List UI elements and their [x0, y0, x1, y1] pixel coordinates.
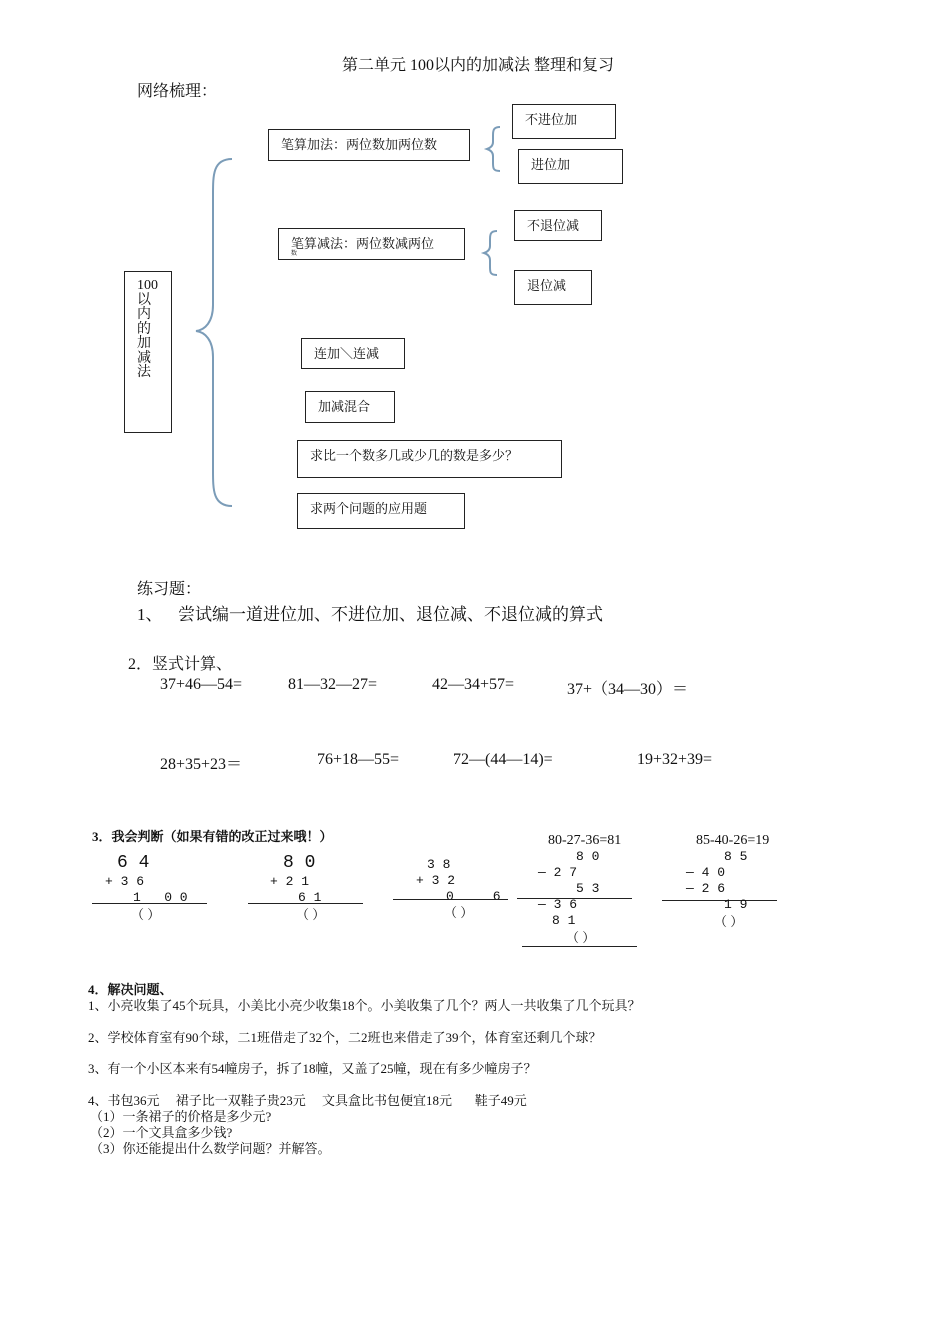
judge2-result: 6 1 — [298, 890, 322, 905]
judge1-paren: （ ） — [131, 907, 161, 922]
calc-3: 42—34+57= — [432, 676, 515, 693]
solve-q1: 1、小亮收集了45个玩具，小美比小亮少收集18个。小美收集了几个？两人一共收集了几个玩具？ — [88, 998, 641, 1013]
judge4-line2: — 2 7 — [538, 865, 578, 880]
judge1-mid: + 3 6 — [105, 874, 145, 889]
judge5-line1: 8 5 — [724, 849, 748, 864]
small-brace-subtraction — [484, 231, 497, 275]
judge5-paren: （ ） — [714, 914, 744, 929]
calc-1: 37+46—54= — [160, 676, 243, 693]
judge5-line4: 1 9 — [724, 897, 748, 912]
solve-q4a: （1）一条裙子的价格是多少元? — [90, 1109, 272, 1124]
solve-q3: 3、有一个小区本来有54幢房子，拆了18幢，又盖了25幢，现在有多少幢房子？ — [88, 1061, 537, 1076]
calc-8: 19+32+39= — [637, 751, 713, 768]
judge3-paren: （ ） — [444, 905, 474, 920]
solve-title: 4．解决问题、 — [88, 982, 173, 997]
judge2-paren: （ ） — [296, 907, 326, 922]
judge1-top: 6 4 — [117, 853, 150, 873]
box-no-borrow-sub: 不退位减 — [514, 210, 602, 241]
judge-title: 3．我会判断（如果有错的改正过来哦！） — [92, 829, 333, 844]
box-mixed: 加减混合 — [305, 391, 395, 423]
solve-q4c: （3）你还能提出什么数学问题？并解答。 — [90, 1141, 331, 1156]
calc-5: 28+35+23＝ — [160, 756, 243, 773]
judge3-line — [393, 899, 508, 900]
judge2-mid: + 2 1 — [270, 874, 310, 889]
written-subtraction-label: 笔算减法：两位数减两位 — [291, 236, 435, 251]
practice-label: 练习题： — [137, 581, 202, 598]
solve-q4b: （2）一个文具盒多少钱? — [90, 1125, 233, 1140]
box-carry-add: 进位加 — [518, 149, 623, 184]
judge5-equation: 85-40-26=19 — [696, 833, 770, 848]
box-compare: 求比一个数多几或少几的数是多少？ — [297, 440, 562, 478]
judge5-line — [662, 900, 777, 901]
q1-text: 尝试编一道进位加、不进位加、退位减、不退位减的算式 — [178, 605, 603, 624]
subtraction-small-mark: 数 — [291, 251, 298, 257]
judge3-result: 0 6 — [446, 889, 501, 904]
judge3-top: 3 8 — [427, 857, 451, 872]
box-written-addition: 笔算加法：两位数加两位数 — [268, 129, 470, 161]
large-brace — [196, 159, 232, 506]
judge3-mid: + 3 2 — [416, 873, 456, 888]
box-two-step: 求两个问题的应用题 — [297, 493, 465, 529]
box-written-subtraction — [278, 228, 465, 260]
judge4-paren: （ ） — [566, 930, 596, 945]
box-continuous: 连加＼连减 — [301, 338, 405, 369]
judge4-line-b — [522, 946, 637, 947]
judge4-line4: — 3 6 — [538, 897, 578, 912]
calc-4: 37+（34—30）＝ — [567, 681, 689, 698]
judge4-line1: 8 0 — [576, 849, 600, 864]
calc-2: 81—32—27= — [288, 676, 378, 693]
judge5-line2: — 4 0 — [686, 865, 726, 880]
small-brace-addition — [487, 127, 500, 171]
calc-6: 76+18—55= — [317, 751, 400, 768]
solve-q4: 4、书包36元 裙子比一双鞋子贵23元 文具盒比书包便宜18元 鞋子49元 — [88, 1093, 527, 1108]
judge5-line3: — 2 6 — [686, 881, 726, 896]
q2-title: 2．竖式计算、 — [128, 656, 233, 673]
solve-q2: 2、学校体育室有90个球，二1班借走了32个，二2班也来借走了39个，体育室还剩几个球？ — [88, 1030, 602, 1045]
judge4-equation: 80-27-36=81 — [548, 833, 622, 848]
root-label: 100以内的加减法 — [137, 278, 158, 380]
judge4-line3: 5 3 — [576, 881, 600, 896]
q1-number: 1、 — [137, 605, 163, 624]
judge4-line5: 8 1 — [552, 913, 576, 928]
judge2-top: 8 0 — [283, 853, 316, 873]
box-no-carry-add: 不进位加 — [512, 104, 616, 139]
network-label: 网络梳理： — [137, 83, 218, 100]
page-title: 第二单元 100以内的加减法 整理和复习 — [342, 57, 615, 74]
box-borrow-sub: 退位减 — [514, 270, 592, 305]
calc-7: 72—(44—14)= — [453, 751, 553, 768]
judge1-result: 1 0 0 — [133, 890, 188, 905]
